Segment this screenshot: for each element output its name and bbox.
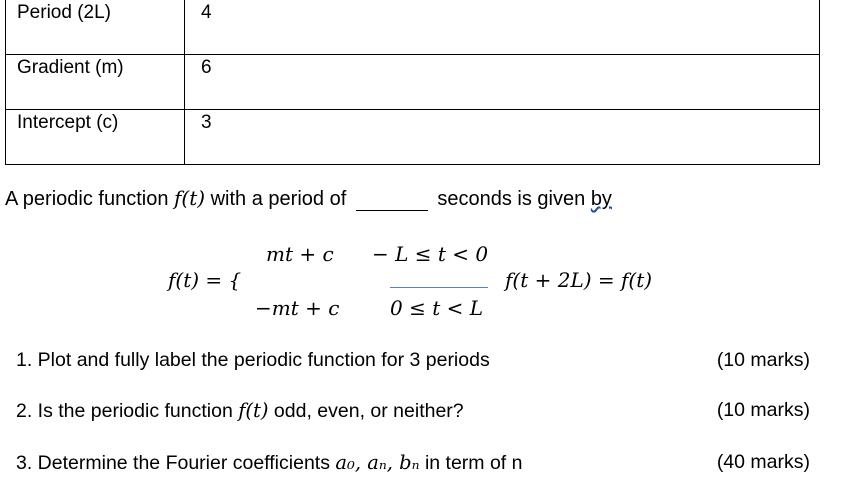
question-2-text-end: odd, even, or neither? (273, 400, 464, 422)
fourier-coefficients: a₀, aₙ, bₙ (335, 451, 420, 474)
table-row (6, 0, 820, 55)
period-blank (356, 187, 428, 211)
param-label: Intercept (c) (6, 110, 185, 165)
periodicity-condition: f(t + 2L) = f(t) (505, 268, 653, 292)
case2-expression: −mt + c (255, 296, 340, 320)
param-value: 3 (185, 110, 820, 165)
intro-suffix: seconds is given (437, 188, 586, 210)
param-label: Period (2L) (6, 0, 185, 55)
table-row (6, 110, 820, 165)
param-label: Gradient (m) (6, 55, 185, 110)
case1-condition: − L ≤ t < 0 (372, 242, 489, 266)
question-3-text-end: in term of n (424, 452, 523, 474)
parameters-table (5, 0, 820, 165)
intro-sentence (5, 186, 612, 211)
question-2-text: 2. Is the periodic function (16, 400, 233, 422)
question-3-marks: (40 marks) (716, 451, 810, 473)
case2-condition: 0 ≤ t < L (390, 296, 483, 320)
param-value: 6 (185, 55, 820, 110)
question-3 (16, 451, 523, 475)
intro-prefix: A periodic function (5, 188, 169, 210)
question-1-marks: (10 marks) (716, 349, 810, 371)
question-3-text: 3. Determine the Fourier coefficients (16, 452, 330, 474)
question-2-marks: (10 marks) (716, 399, 810, 421)
editor-underline (390, 287, 488, 288)
param-value: 4 (185, 0, 820, 55)
table-row (6, 55, 820, 110)
function-symbol: f(t) (238, 399, 269, 422)
question-2 (16, 399, 464, 423)
function-symbol: f(t) (174, 186, 206, 210)
question-1: 1. Plot and fully label the periodic function for 3 periods (16, 349, 490, 371)
case1-expression: mt + c (266, 242, 334, 266)
equation-lhs: f(t) = { (168, 268, 242, 292)
intro-last-word: by (590, 188, 612, 210)
intro-middle: with a period of (210, 188, 347, 210)
